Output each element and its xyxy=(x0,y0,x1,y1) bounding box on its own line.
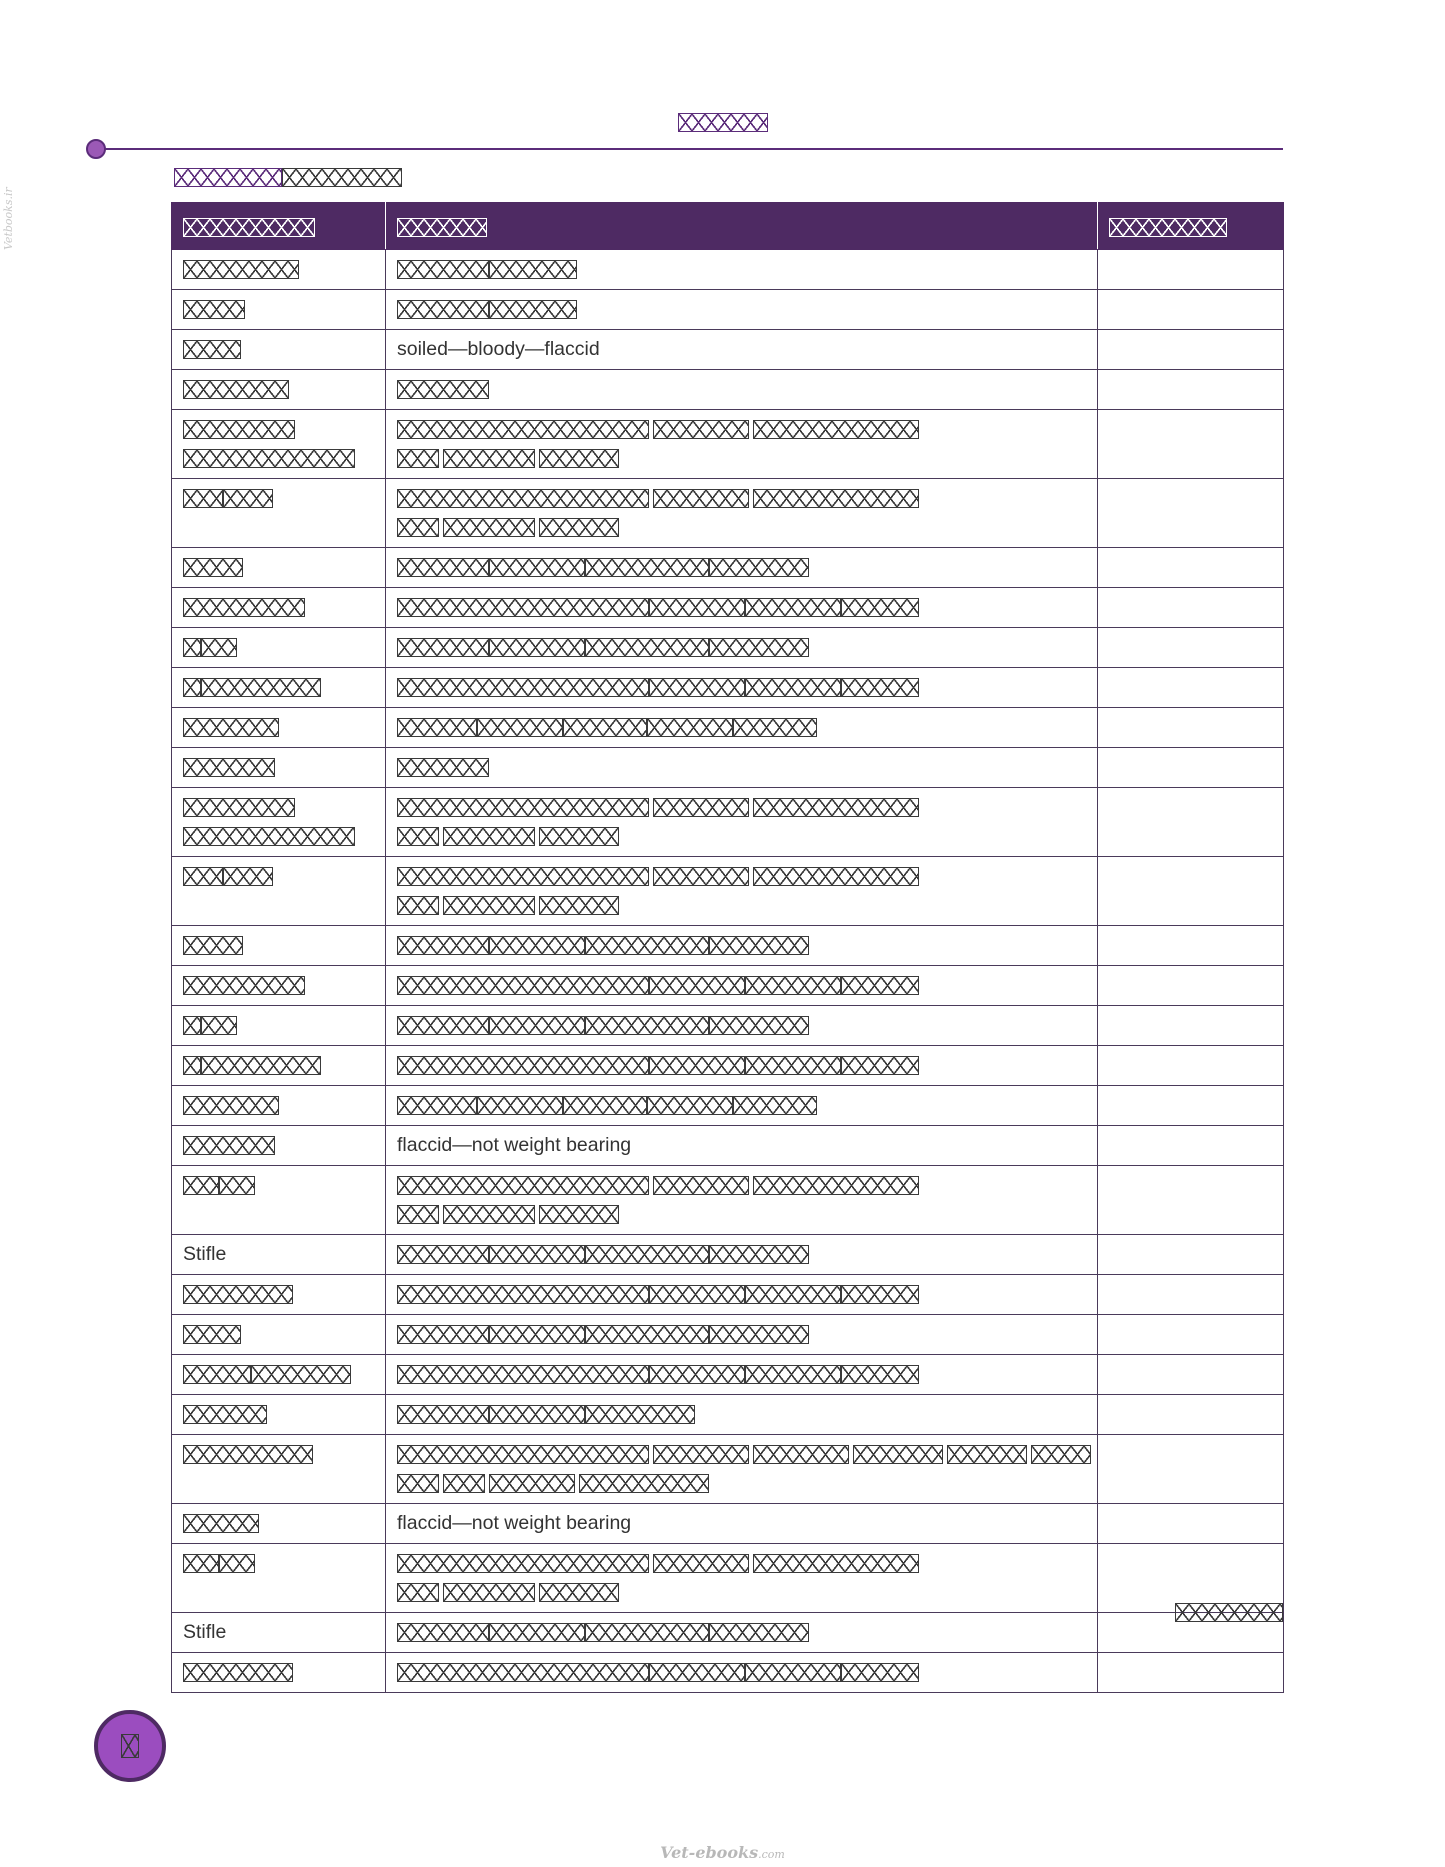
table-row xyxy=(172,1544,1284,1613)
row-text xyxy=(386,668,1098,708)
row-label xyxy=(172,1006,386,1046)
footer-watermark-name: Vet-ebooks xyxy=(660,1843,759,1862)
table-row xyxy=(172,1315,1284,1355)
footer-watermark xyxy=(0,1843,1445,1862)
header-cell-1 xyxy=(172,203,386,250)
row-label xyxy=(172,748,386,788)
table-row xyxy=(172,1126,1284,1166)
row-text xyxy=(386,1544,1098,1613)
header-rule-dot xyxy=(86,139,106,159)
row-label xyxy=(172,1046,386,1086)
row-text xyxy=(386,1235,1098,1275)
footer-watermark-suffix: .com xyxy=(758,1848,785,1861)
table-row xyxy=(172,748,1284,788)
row-text xyxy=(386,290,1098,330)
row-notes xyxy=(1098,966,1284,1006)
table-row xyxy=(172,1166,1284,1235)
row-label: Stifle xyxy=(172,1235,386,1275)
table-row xyxy=(172,1046,1284,1086)
table-row xyxy=(172,1613,1284,1653)
row-label xyxy=(172,857,386,926)
row-text xyxy=(386,788,1098,857)
row-notes xyxy=(1098,1166,1284,1235)
table-row xyxy=(172,708,1284,748)
row-notes xyxy=(1098,1653,1284,1693)
table-row xyxy=(172,1275,1284,1315)
table-row xyxy=(172,1504,1284,1544)
row-notes xyxy=(1098,410,1284,479)
side-watermark: Vetbooks.ir xyxy=(2,187,15,250)
row-label xyxy=(172,1166,386,1235)
row-label xyxy=(172,1126,386,1166)
row-label xyxy=(172,410,386,479)
table-row xyxy=(172,1235,1284,1275)
row-label: Stifle xyxy=(172,1613,386,1653)
table-row xyxy=(172,548,1284,588)
row-text xyxy=(386,370,1098,410)
row-notes xyxy=(1098,708,1284,748)
row-text xyxy=(386,1166,1098,1235)
row-text xyxy=(386,250,1098,290)
row-notes xyxy=(1098,1235,1284,1275)
row-label xyxy=(172,250,386,290)
table-row xyxy=(172,1086,1284,1126)
row-notes xyxy=(1098,250,1284,290)
row-notes xyxy=(1098,1126,1284,1166)
row-notes xyxy=(1098,1435,1284,1504)
table-header-row xyxy=(172,203,1284,250)
row-label xyxy=(172,1653,386,1693)
row-notes xyxy=(1098,1504,1284,1544)
row-label xyxy=(172,370,386,410)
row-notes xyxy=(1098,330,1284,370)
row-text xyxy=(386,1395,1098,1435)
row-text xyxy=(386,966,1098,1006)
row-notes xyxy=(1098,926,1284,966)
table-row xyxy=(172,628,1284,668)
row-label xyxy=(172,588,386,628)
table-row xyxy=(172,1395,1284,1435)
row-text xyxy=(386,1653,1098,1693)
table-row xyxy=(172,1653,1284,1693)
table-row xyxy=(172,857,1284,926)
row-text xyxy=(386,926,1098,966)
row-notes xyxy=(1098,588,1284,628)
row-notes xyxy=(1098,1275,1284,1315)
row-notes xyxy=(1098,668,1284,708)
row-text xyxy=(386,748,1098,788)
row-label xyxy=(172,479,386,548)
data-table xyxy=(171,202,1284,1693)
row-text xyxy=(386,1315,1098,1355)
table-row xyxy=(172,330,1284,370)
row-label xyxy=(172,1395,386,1435)
table-row xyxy=(172,290,1284,330)
table-row xyxy=(172,1435,1284,1504)
row-notes xyxy=(1098,290,1284,330)
row-notes xyxy=(1098,857,1284,926)
row-text xyxy=(386,1006,1098,1046)
row-label xyxy=(172,1504,386,1544)
row-notes xyxy=(1098,479,1284,548)
row-label xyxy=(172,708,386,748)
row-notes xyxy=(1098,788,1284,857)
row-notes xyxy=(1098,1006,1284,1046)
row-text xyxy=(386,1435,1098,1504)
table-caption xyxy=(174,167,402,187)
row-label xyxy=(172,548,386,588)
row-notes xyxy=(1098,548,1284,588)
row-text xyxy=(386,628,1098,668)
row-label xyxy=(172,1435,386,1504)
row-label xyxy=(172,330,386,370)
row-notes xyxy=(1098,1086,1284,1126)
row-label xyxy=(172,966,386,1006)
row-label xyxy=(172,788,386,857)
row-notes xyxy=(1098,1395,1284,1435)
row-label xyxy=(172,1355,386,1395)
row-label xyxy=(172,926,386,966)
row-label xyxy=(172,1275,386,1315)
row-notes xyxy=(1098,1046,1284,1086)
table-row xyxy=(172,926,1284,966)
continued-note xyxy=(1175,1602,1283,1622)
header-rule xyxy=(98,148,1283,150)
row-text xyxy=(386,1275,1098,1315)
table-row xyxy=(172,370,1284,410)
row-text: soiled—bloody—flaccid xyxy=(386,330,1098,370)
running-head xyxy=(0,112,1445,132)
row-text xyxy=(386,479,1098,548)
table-row xyxy=(172,1355,1284,1395)
table-row xyxy=(172,250,1284,290)
page-number-badge xyxy=(94,1710,166,1782)
row-text xyxy=(386,708,1098,748)
row-notes xyxy=(1098,370,1284,410)
table-row xyxy=(172,668,1284,708)
row-label xyxy=(172,290,386,330)
header-cell-2 xyxy=(386,203,1098,250)
row-text: flaccid—not weight bearing xyxy=(386,1126,1098,1166)
row-text xyxy=(386,1355,1098,1395)
row-text: flaccid—not weight bearing xyxy=(386,1504,1098,1544)
table-row xyxy=(172,966,1284,1006)
row-label xyxy=(172,1315,386,1355)
header-cell-3 xyxy=(1098,203,1284,250)
row-text xyxy=(386,410,1098,479)
table-row xyxy=(172,788,1284,857)
row-label xyxy=(172,668,386,708)
row-text xyxy=(386,1086,1098,1126)
row-text xyxy=(386,548,1098,588)
row-notes xyxy=(1098,1315,1284,1355)
row-text xyxy=(386,857,1098,926)
table-row xyxy=(172,410,1284,479)
row-text xyxy=(386,1613,1098,1653)
row-text xyxy=(386,1046,1098,1086)
row-label xyxy=(172,628,386,668)
table-row xyxy=(172,1006,1284,1046)
table-row xyxy=(172,479,1284,548)
row-notes xyxy=(1098,748,1284,788)
row-notes xyxy=(1098,1355,1284,1395)
row-label xyxy=(172,1544,386,1613)
row-label xyxy=(172,1086,386,1126)
row-text xyxy=(386,588,1098,628)
row-notes xyxy=(1098,628,1284,668)
table-row xyxy=(172,588,1284,628)
